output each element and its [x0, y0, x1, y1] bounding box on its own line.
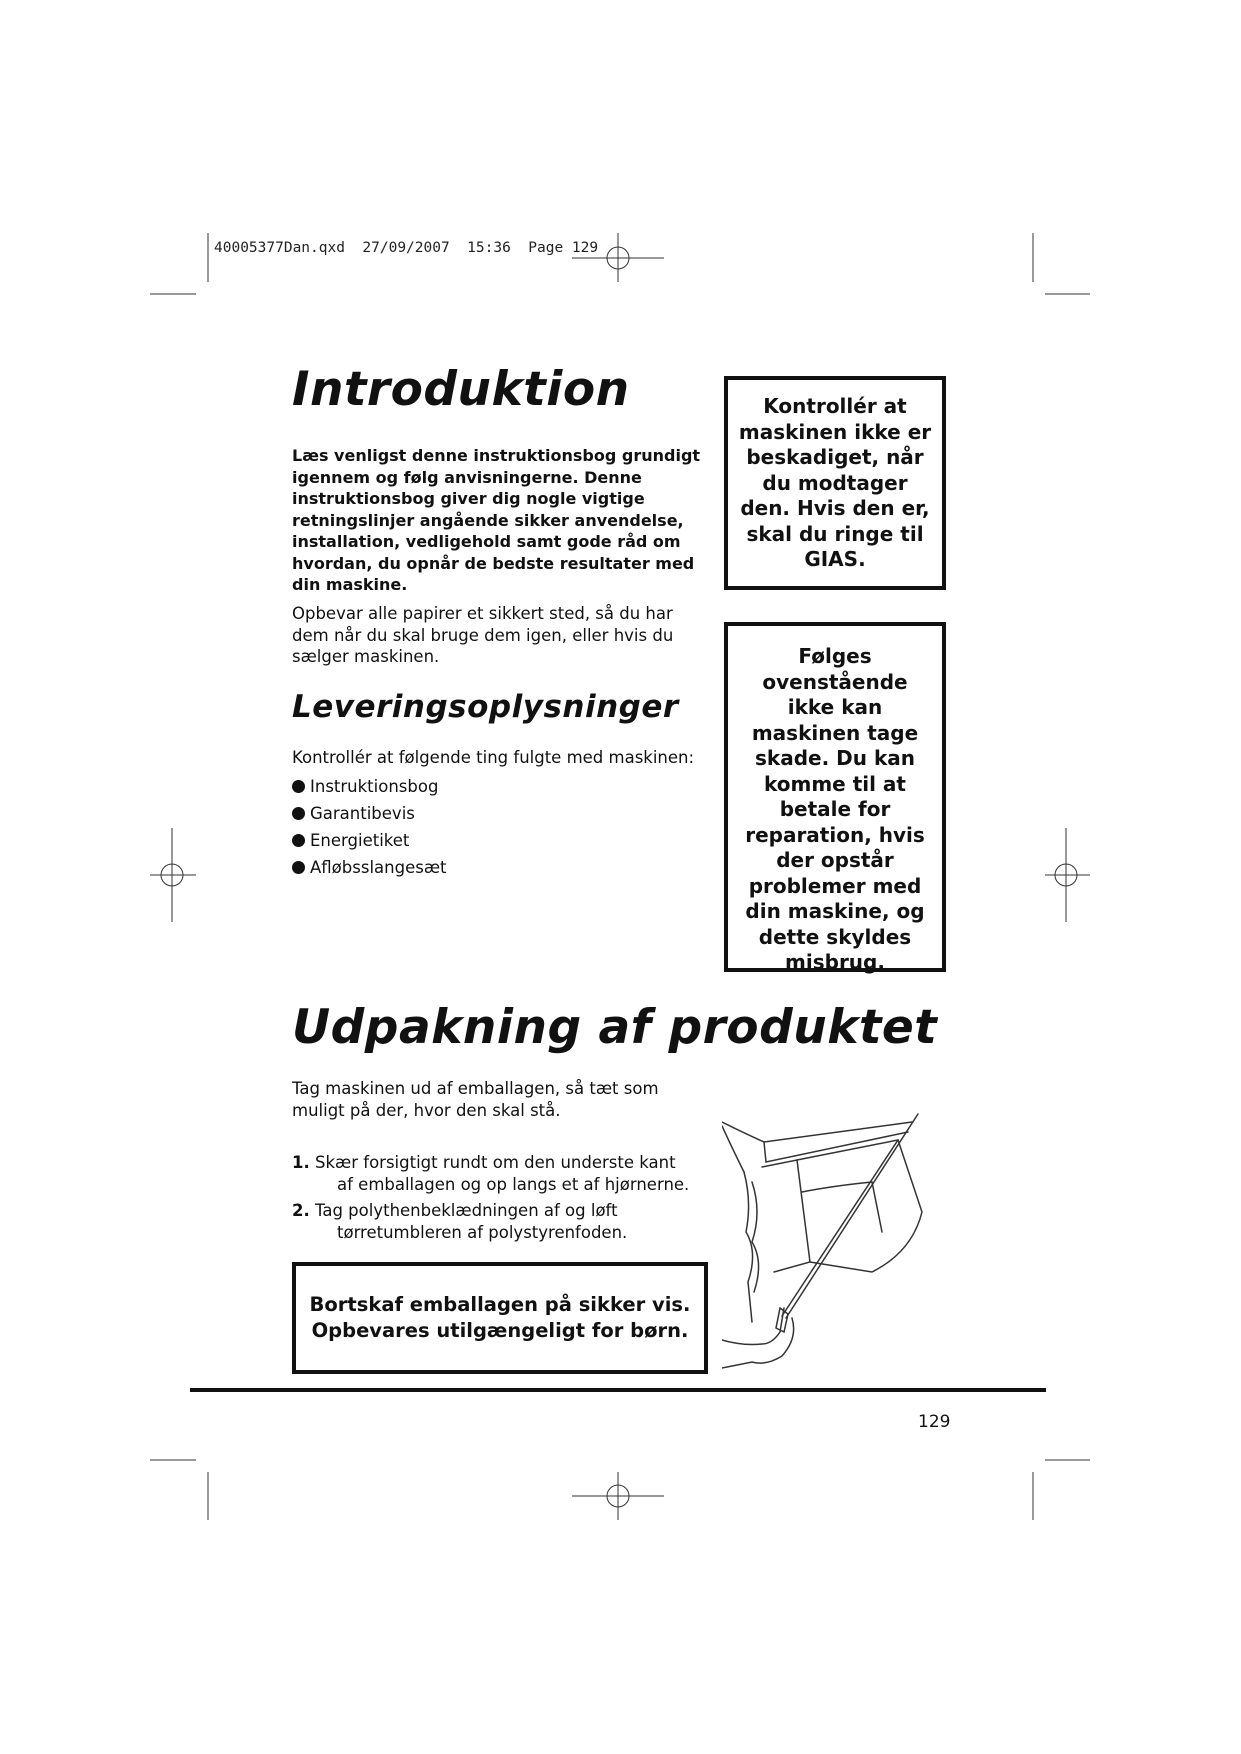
unpack-title: Udpakning af produktet [292, 1000, 938, 1055]
bullet-icon [292, 861, 305, 874]
intro-paragraph: Opbevar alle papirer et sikkert sted, så du har dem når du skal bruge dem igen, eller hvis du sælger maskinen. [292, 604, 674, 666]
intro-bold-paragraph: Læs venligst denne instruktionsbog grundigt igennem og følg anvisningerne. Denne instruktionsbog giver dig nogle vigtige retningslinjer angående sikker anvendelse, installation, vedligehold samt gode råd om hvordan, du opnår de bedste resultater med din maskine. [292, 446, 701, 594]
list-item: Afløbsslangesæt [292, 854, 447, 881]
check-notice-box: Kontrollér at maskinen ikke er beskadiget, når du modtager den. Hvis den er, skal du ringe til GIAS. [724, 376, 946, 590]
registration-mark [150, 828, 196, 922]
unpack-intro: Tag maskinen ud af emballagen, så tæt som muligt på der, hvor den skal stå. [292, 1079, 659, 1120]
dispose-notice-box: Bortskaf emballagen på sikker vis. Opbevares utilgængeligt for børn. [292, 1262, 708, 1374]
bullet-icon [292, 834, 305, 847]
footer-rule [190, 1388, 1046, 1392]
delivery-list [292, 773, 447, 881]
delivery-title: Leveringsoplysninger [292, 689, 679, 725]
page-number: 129 [918, 1412, 951, 1432]
registration-mark [572, 1472, 664, 1520]
bullet-icon [292, 780, 305, 793]
warning-notice-box: Følges ovenstående ikke kan maskinen tage skade. Du kan komme til at betale for reparation, hvis der opstår problemer med din maskine, og dette skyldes misbrug. [724, 622, 946, 972]
unpacking-illustration [722, 1112, 936, 1378]
delivery-intro: Kontrollér at følgende ting fulgte med maskinen: [292, 748, 695, 767]
step-item: 2. Tag polythenbeklædningen af og løft tørretumbleren af polystyrenfoden. [292, 1201, 628, 1242]
unpack-steps [292, 1152, 732, 1248]
intro-title: Introduktion [292, 362, 630, 417]
list-item: Garantibevis [292, 800, 447, 827]
file-slug: 40005377Dan.qxd 27/09/2007 15:36 Page 129 [214, 240, 599, 256]
list-item: Energietiket [292, 827, 447, 854]
step-item: 1. Skær forsigtigt rundt om den underste kant af emballagen og op langs et af hjørnerne. [292, 1153, 690, 1194]
registration-mark [1045, 828, 1090, 922]
list-item: Instruktionsbog [292, 773, 447, 800]
bullet-icon [292, 807, 305, 820]
